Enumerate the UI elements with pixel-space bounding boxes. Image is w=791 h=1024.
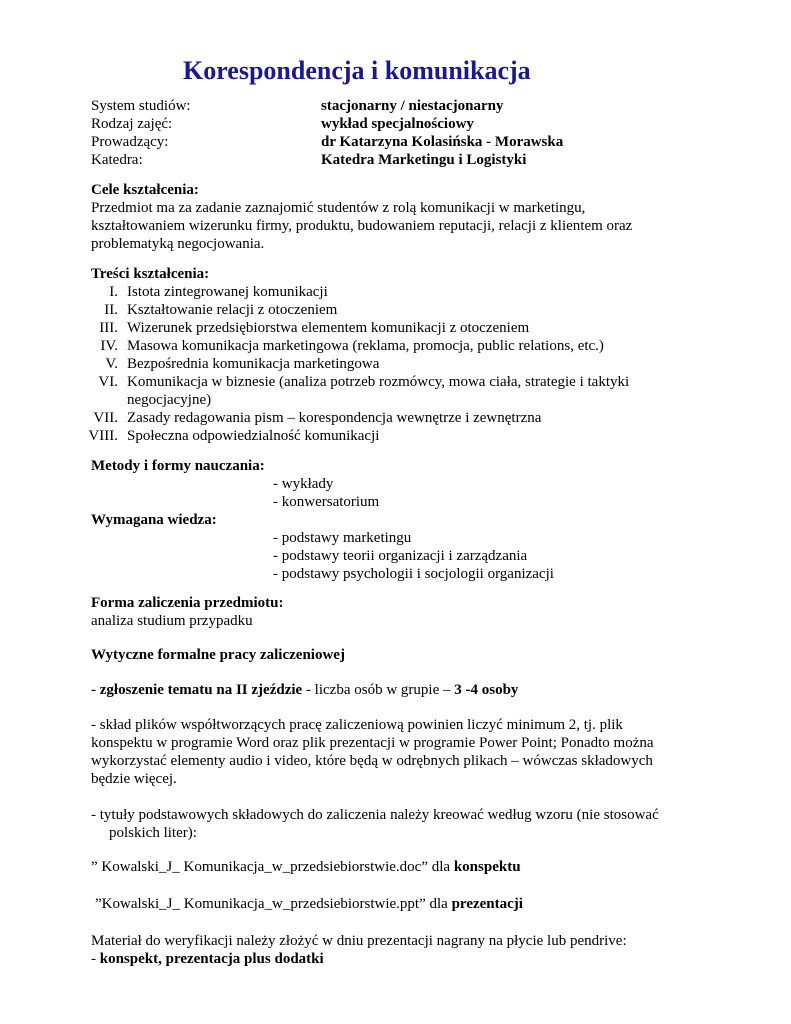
tresci-num: I.	[109, 284, 118, 300]
tresci-heading: Treści kształcenia:	[91, 266, 210, 282]
tresci-item: Bezpośrednia komunikacja marketingowa	[127, 356, 380, 372]
info-label-system: System studiów:	[91, 98, 191, 114]
wytyczne-heading: Wytyczne formalne pracy zaliczeniowej	[91, 647, 345, 663]
info-label-prowadzacy: Prowadzący:	[91, 134, 169, 150]
file-konspekt-line	[91, 858, 521, 876]
metody-item: - konwersatorium	[273, 494, 380, 510]
tresci-num: VIII.	[88, 428, 118, 444]
tresci-item: Istota zintegrowanej komunikacji	[127, 284, 328, 300]
final-line	[91, 950, 324, 968]
sklad-line: - skład plików współtworzących pracę zaliczeniową powinien liczyć minimum 2, tj. plik	[91, 717, 623, 733]
file-konspekt-label: konspektu	[453, 859, 521, 875]
metody-heading: Metody i formy nauczania:	[91, 458, 265, 474]
tresci-item: Masowa komunikacja marketingowa (reklama, promocja, public relations, etc.)	[127, 338, 604, 354]
file-prezentacja-name: ”Kowalski_J_ Komunikacja_w_przedsiebiorstwie.ppt” dla	[95, 896, 452, 912]
tresci-item: Zasady redagowania pism – korespondencja wewnętrze i zewnętrzna	[127, 410, 542, 426]
info-label-katedra: Katedra:	[91, 152, 143, 168]
sklad-line: będzie więcej.	[91, 771, 177, 787]
tresci-num: VI.	[98, 374, 118, 390]
file-prezentacja-label: prezentacji	[451, 896, 523, 912]
final-bold: konspekt, prezentacja plus dodatki	[99, 951, 324, 967]
zgloszenie-count: 3 -4 osoby	[454, 682, 519, 698]
zgloszenie-line	[91, 681, 518, 699]
zgloszenie-bold: - zgłoszenie tematu na II zjeździe	[91, 682, 303, 698]
tresci-item: Wizerunek przedsiębiorstwa elementem komunikacji z otoczeniem	[127, 320, 530, 336]
sklad-line: konspektu w programie Word oraz plik prezentacji w programie Power Point; Ponadto można	[91, 735, 654, 751]
tresci-item: Społeczna odpowiedzialność komunikacji	[127, 428, 380, 444]
tresci-item: Kształtowanie relacji z otoczeniem	[127, 302, 338, 318]
wiedza-heading: Wymagana wiedza:	[91, 512, 217, 528]
cele-line-3: problematyką negocjowania.	[91, 236, 265, 252]
material-line: Materiał do weryfikacji należy złożyć w dniu prezentacji nagrany na płycie lub pendrive:	[91, 933, 627, 949]
cele-line-2: kształtowaniem wizerunku firmy, produktu, budowaniem reputacji, relacji z klientem oraz	[91, 218, 633, 234]
tresci-item-continuation: negocjacyjne)	[127, 392, 212, 408]
wiedza-item: - podstawy teorii organizacji i zarządzania	[273, 548, 528, 564]
tytuly-line: - tytuły podstawowych składowych do zaliczenia należy kreować według wzoru (nie stosować	[91, 807, 659, 823]
tresci-item: Komunikacja w biznesie (analiza potrzeb rozmówcy, mowa ciała, strategie i taktyki	[127, 374, 630, 390]
info-value-prowadzacy: dr Katarzyna Kolasińska - Morawska	[321, 134, 564, 150]
tresci-num: IV.	[100, 338, 118, 354]
document-title: Korespondencja i komunikacja	[183, 56, 531, 85]
tresci-num: VII.	[93, 410, 118, 426]
tresci-num: III.	[99, 320, 118, 336]
file-prezentacja-line	[95, 895, 523, 913]
forma-heading: Forma zaliczenia przedmiotu:	[91, 595, 284, 611]
metody-item: - wykłady	[273, 476, 334, 492]
info-value-system: stacjonarny / niestacjonarny	[321, 98, 504, 114]
sklad-line: wykorzystać elementy audio i video, które będą w odrębnych plikach – wówczas składowych	[91, 753, 653, 769]
info-value-katedra: Katedra Marketingu i Logistyki	[321, 152, 527, 168]
tytuly-line: polskich liter):	[109, 825, 197, 841]
tresci-num: II.	[104, 302, 118, 318]
info-value-rodzaj: wykład specjalnościowy	[321, 116, 474, 132]
forma-text: analiza studium przypadku	[91, 613, 253, 629]
info-label-rodzaj: Rodzaj zajęć:	[91, 116, 173, 132]
wiedza-item: - podstawy marketingu	[273, 530, 412, 546]
final-dash: -	[91, 951, 100, 967]
file-konspekt-name: ” Kowalski_J_ Komunikacja_w_przedsiebiorstwie.doc” dla	[91, 859, 454, 875]
zgloszenie-normal: - liczba osób w grupie –	[302, 682, 455, 698]
wiedza-item: - podstawy psychologii i socjologii organizacji	[273, 566, 554, 582]
cele-line-1: Przedmiot ma za zadanie zaznajomić studentów z rolą komunikacji w marketingu,	[91, 200, 586, 216]
cele-heading: Cele kształcenia:	[91, 182, 199, 198]
tresci-num: V.	[105, 356, 118, 372]
